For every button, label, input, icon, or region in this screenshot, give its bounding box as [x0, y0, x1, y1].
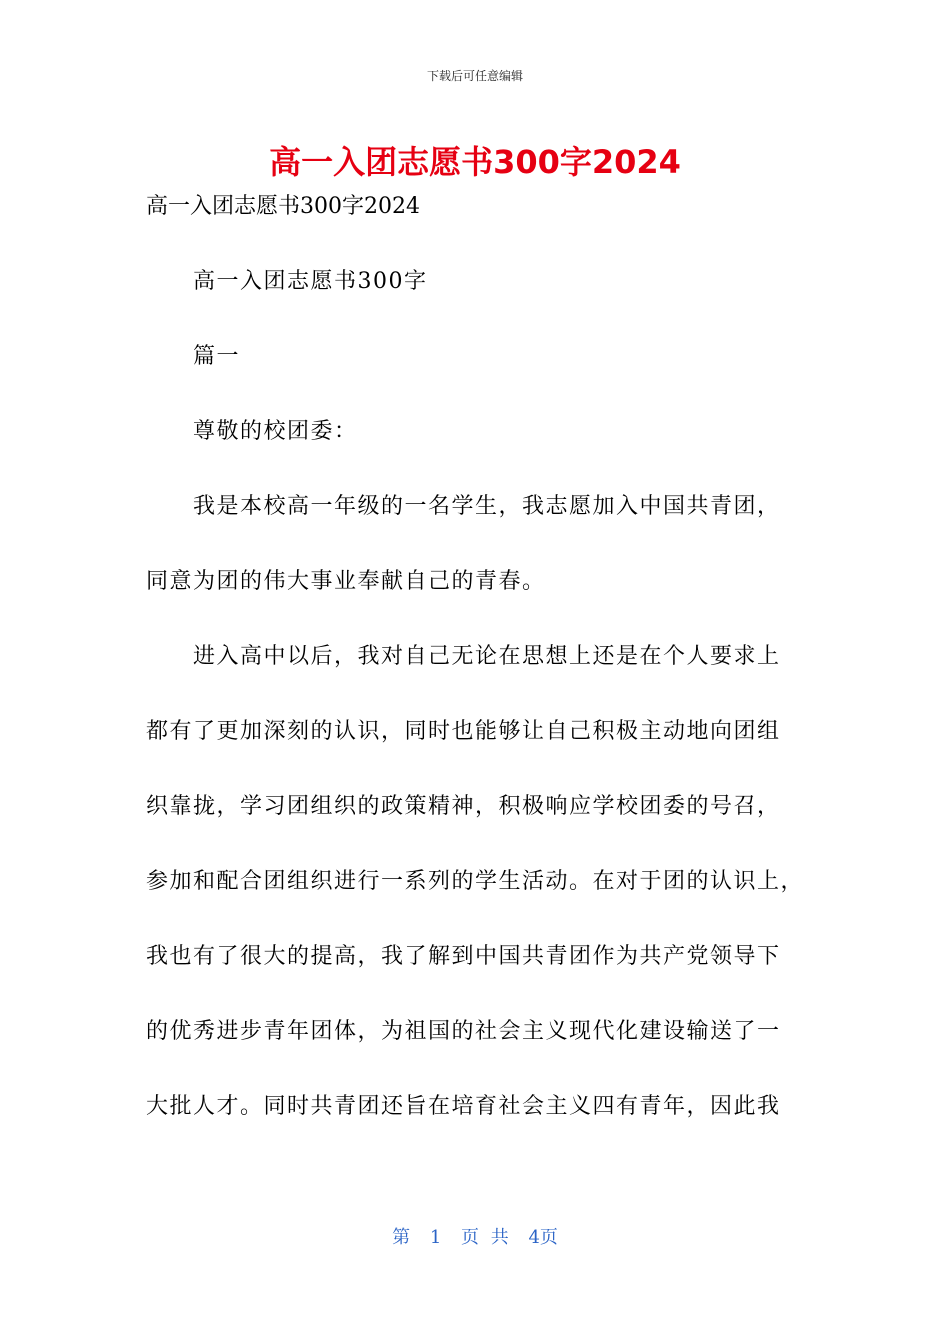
- body-line: 我是本校高一年级的一名学生，我志愿加入中国共青团，: [193, 494, 781, 519]
- page-header-note: 下载后可任意编辑: [426, 69, 523, 83]
- body-line: 参加和配合团组织进行一系列的学生活动。在对于团的认识上，: [146, 869, 805, 894]
- page-footer-current: 1: [429, 1227, 442, 1248]
- body-line: 高一入团志愿书300字: [193, 269, 428, 294]
- page-footer: [0, 1226, 950, 1250]
- body-line: 同意为团的伟大事业奉献自己的青春。: [146, 569, 546, 594]
- body-line: 的优秀进步青年团体，为祖国的社会主义现代化建设输送了一: [146, 1019, 781, 1044]
- document-body: [146, 195, 806, 1170]
- page-footer-mid: 页 共: [461, 1227, 509, 1248]
- body-line: 尊敬的校团委：: [193, 419, 358, 444]
- body-line: 大批人才。同时共青团还旨在培育社会主义四有青年，因此我: [146, 1094, 781, 1119]
- page-footer-total: 4页: [528, 1227, 558, 1248]
- document-title: 高一入团志愿书300字2024: [269, 143, 681, 181]
- body-line: 都有了更加深刻的认识，同时也能够让自己积极主动地向团组: [146, 719, 781, 744]
- body-line: 织靠拢，学习团组织的政策精神，积极响应学校团委的号召，: [146, 794, 781, 819]
- body-line: 我也有了很大的提高，我了解到中国共青团作为共产党领导下: [146, 944, 781, 969]
- body-line: 篇一: [193, 344, 241, 369]
- page-footer-prefix: 第: [392, 1227, 411, 1248]
- body-line: 高一入团志愿书300字2024: [146, 194, 420, 219]
- body-line: 进入高中以后，我对自己无论在思想上还是在个人要求上: [193, 644, 781, 669]
